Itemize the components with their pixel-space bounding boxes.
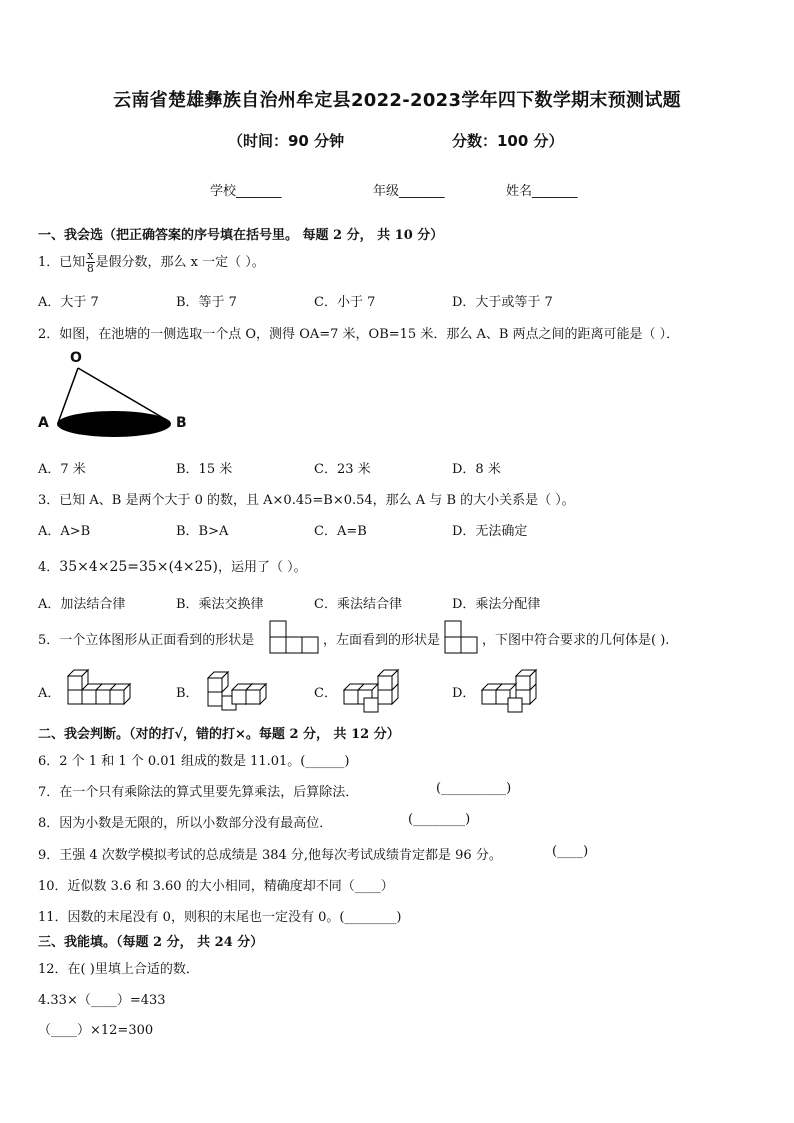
question-3: 3．已知 A、B 是两个大于 0 的数，且 A×0.45=B×0.54，那么 A 与 B 的大小关系是（ ）。: [38, 493, 575, 508]
school-blank: _______: [236, 184, 282, 199]
point-a-label: A: [38, 415, 49, 431]
frac-denominator: 8: [86, 262, 94, 275]
q4-option-a[interactable]: A．加法结合律: [38, 597, 126, 612]
q2-option-b[interactable]: B．15 米: [176, 462, 233, 477]
q1-option-b[interactable]: B．等于 7: [176, 295, 237, 310]
name-blank: _______: [532, 184, 578, 199]
point-o-label: O: [70, 350, 82, 366]
name-field[interactable]: [506, 180, 578, 199]
section-2-heading: 二、我会判断。（对的打√，错的打×。每题 2 分， 共 12 分）: [38, 727, 400, 742]
question-5-part2: ，左面看到的形状是: [323, 633, 441, 648]
q1-prefix: 1．已知: [38, 255, 86, 270]
grade-blank: _______: [399, 184, 445, 199]
question-1: [38, 250, 265, 276]
q5-option-c[interactable]: C．: [314, 686, 337, 701]
q5-option-d[interactable]: D．: [452, 686, 476, 701]
q4-option-d[interactable]: D．乘法分配律: [452, 597, 541, 612]
question-4: [38, 556, 307, 575]
q4-suffix: ，运用了（ ）。: [217, 560, 307, 575]
q1-suffix: 是假分数，那么 x 一定（ ）。: [95, 255, 265, 270]
q4-expression: 35×4×25=35×(4×25): [59, 559, 218, 575]
q4-option-c[interactable]: C．乘法结合律: [314, 597, 402, 612]
frac-numerator: x: [87, 249, 94, 262]
q3-option-a[interactable]: A．A>B: [38, 524, 91, 539]
q1-option-c[interactable]: C．小于 7: [314, 295, 376, 310]
q3-option-b[interactable]: B．B>A: [176, 524, 229, 539]
question-7: 7．在一个只有乘除法的算式里要先算乘法，后算除法．: [38, 785, 359, 800]
question-9: 9．王强 4 次数学模拟考试的总成绩是 384 分,他每次考试成绩肯定都是 96 分。: [38, 848, 502, 863]
q4-prefix: 4．: [38, 560, 60, 575]
cubes-figure-b: [202, 664, 268, 714]
q3-option-d[interactable]: D．无法确定: [452, 524, 528, 539]
q12-line-2[interactable]: （____）×12=300: [38, 1023, 154, 1038]
point-b-label: B: [176, 415, 187, 431]
section-3-heading: 三、我能填。（每题 2 分， 共 24 分）: [38, 935, 264, 950]
q5-option-a[interactable]: A．: [38, 686, 61, 701]
section-1-heading: 一、我会选（把正确答案的序号填在括号里。 每题 2 分， 共 10 分）: [38, 228, 444, 243]
cubes-figure-c: [340, 664, 404, 714]
front-view-shape: [269, 620, 321, 654]
pond-shape: [57, 411, 171, 437]
q2-option-d[interactable]: D．8 米: [452, 462, 501, 477]
school-field[interactable]: [210, 180, 282, 199]
exam-score: 分数：100 分）: [452, 132, 564, 150]
q4-option-b[interactable]: B．乘法交换律: [176, 597, 264, 612]
q1-option-a[interactable]: A．大于 7: [38, 295, 99, 310]
q2-option-a[interactable]: A．7 米: [38, 462, 86, 477]
question-6: 6．2 个 1 和 1 个 0.01 组成的数是 11.01。(______): [38, 754, 350, 769]
grade-field[interactable]: [373, 180, 445, 199]
q3-option-c[interactable]: C．A=B: [314, 524, 367, 539]
question-5-part1: 5．一个立体图形从正面看到的形状是: [38, 633, 255, 648]
q1-option-d[interactable]: D．大于或等于 7: [452, 295, 553, 310]
question-2: 2．如图，在池塘的一侧选取一个点 O，测得 OA=7 米，OB=15 米．那么 A、B 两点之间的距离可能是（ ）．: [38, 327, 680, 342]
question-12: 12．在( )里填上合适的数．: [38, 962, 199, 977]
question-8: 8．因为小数是无限的，所以小数部分没有最高位．: [38, 816, 333, 831]
question-11: 11．因数的末尾没有 0，则积的末尾也一定没有 0。(________): [38, 910, 402, 925]
q8-answer-blank[interactable]: (________): [408, 812, 471, 827]
left-view-shape: [444, 620, 480, 654]
question-10: 10．近似数 3.6 和 3.60 的大小相同，精确度却不同（____）: [38, 879, 394, 894]
page-title: 云南省楚雄彝族自治州牟定县2022-2023学年四下数学期末预测试题: [113, 90, 681, 111]
fraction-x-over-8: [86, 250, 94, 275]
q5-option-b[interactable]: B．: [176, 686, 199, 701]
cubes-figure-a: [64, 664, 136, 710]
exam-time: （时间：90 分钟: [228, 132, 345, 150]
cubes-figure-d: [478, 664, 542, 714]
q12-line-1[interactable]: 4.33×（____）=433: [38, 993, 166, 1008]
q2-option-c[interactable]: C．23 米: [314, 462, 371, 477]
school-label: 学校: [210, 184, 237, 199]
q7-answer-blank[interactable]: (__________): [436, 781, 512, 796]
grade-label: 年级: [373, 184, 400, 199]
q9-answer-blank[interactable]: (____): [552, 844, 589, 859]
name-label: 姓名: [506, 184, 533, 199]
question-5-part3: ，下图中符合要求的几何体是( ).: [482, 633, 670, 648]
pond-diagram: [36, 348, 186, 444]
